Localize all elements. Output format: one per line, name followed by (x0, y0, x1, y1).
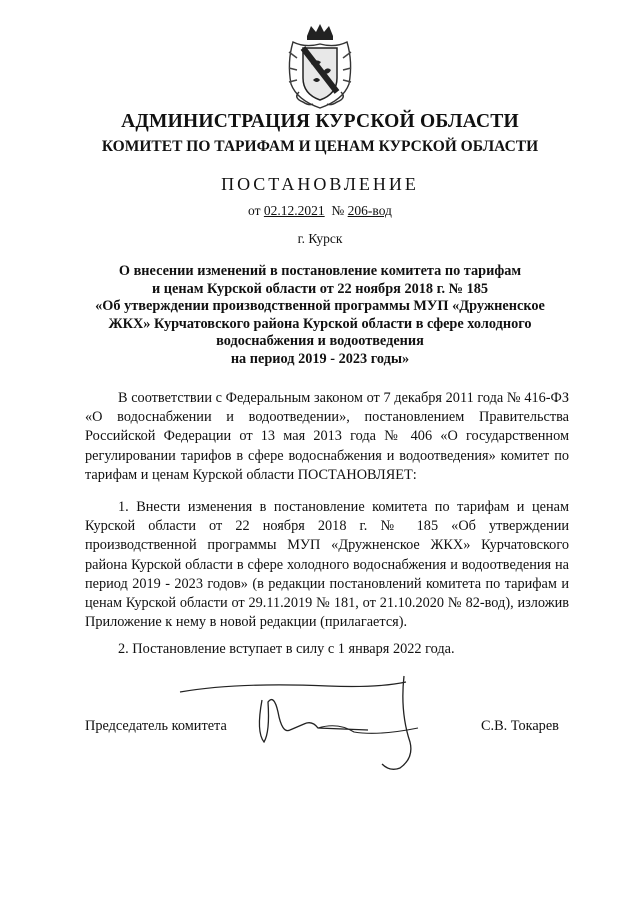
title-line: «Об утверждении производственной программы МУП «Дружненское (95, 298, 545, 314)
title-line: и ценам Курской области от 22 ноября 2018 г. № 185 (151, 280, 489, 297)
number-prefix: № (331, 203, 345, 218)
title-line: водоснабжения и водоотведения (216, 333, 424, 349)
title-line: О внесении изменений в постановление комитета по тарифам (118, 263, 522, 279)
document-title (80, 263, 560, 368)
title-line: на период 2019 - 2023 годы» (230, 350, 410, 367)
signatory-name: С.В. Токарев (481, 718, 559, 734)
committee-name: КОМИТЕТ ПО ТАРИФАМ И ЦЕНАМ КУРСКОЙ ОБЛАСТИ (101, 138, 539, 155)
organization-name: АДМИНИСТРАЦИЯ КУРСКОЙ ОБЛАСТИ (121, 111, 519, 132)
document-type: ПОСТАНОВЛЕНИЕ (221, 174, 419, 194)
preamble-paragraph: В соответствии с Федеральным законом от 7 декабря 2011 года № 416-ФЗ «О водоснабжении и водоотведении», постановлением Правительства Российской Федерации от 13 мая 2013 года № 406 «О государственном регулировании тарифов в сфере водоснабжения и водоотведения» комитет по тарифам и ценам Курской области ПОСТАНОВЛЯЕТ: (85, 390, 569, 483)
document-number: 206-вод (347, 203, 392, 218)
date-prefix: от (248, 203, 261, 218)
item-1-paragraph: 1. Внести изменения в постановление комитета по тарифам и ценам Курской области от 22 ноября 2018 г. № 185 «Об утверждении производственной программы МУП «Дружненское ЖКХ» Курчатовского района Курской области в сфере холодного водоснабжения и водоотведения на период 2019 - 2023 годов» (в редакции постановлений комитета по тарифам и ценам Курской области от 29.11.2019 № 181, от 21.10.2020 № 82-вод), изложив Приложение к нему в новой редакции (прилагается). (85, 499, 569, 631)
coat-of-arms-icon (283, 22, 357, 110)
item-2-paragraph: 2. Постановление вступает в силу с 1 января 2022 года. (118, 641, 455, 657)
document-date: 02.12.2021 (263, 203, 325, 218)
city: г. Курск (297, 231, 343, 246)
date-number-line (0, 203, 640, 219)
signatory-position: Председатель комитета (85, 718, 227, 734)
title-line: ЖКХ» Курчатовского района Курской области в сфере холодного (108, 315, 532, 332)
